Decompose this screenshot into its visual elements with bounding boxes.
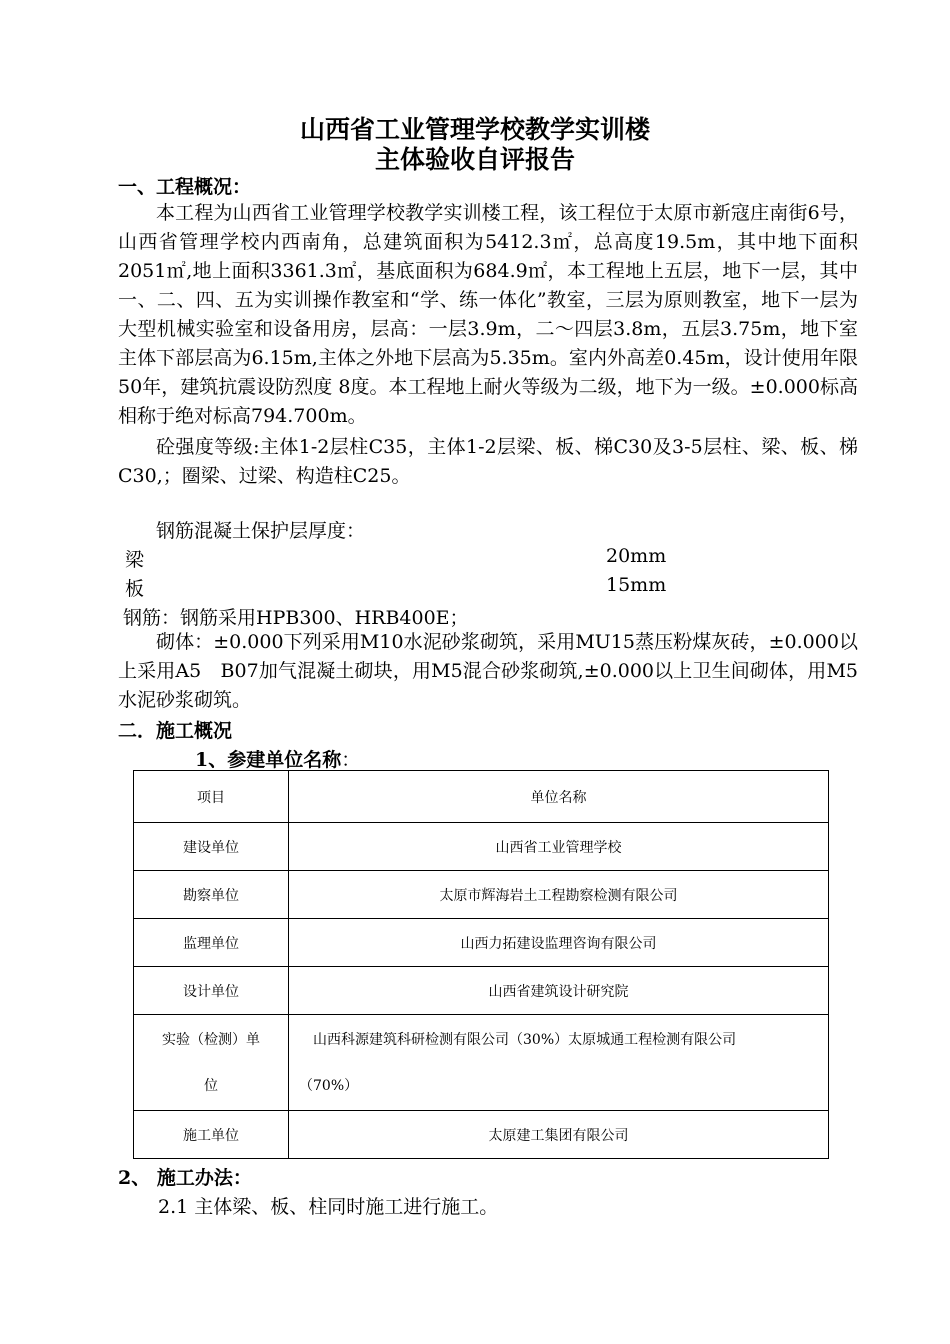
masonry-block	[118, 628, 858, 715]
slab-label: 板	[125, 578, 145, 600]
table-row	[134, 1015, 829, 1111]
table-cell-unit: 山西省工业管理学校	[289, 823, 829, 871]
slab-cover-value: 15mm	[606, 574, 667, 596]
rebar-line: 钢筋：钢筋采用HPB300、HRB400E；	[123, 607, 469, 629]
participants-heading-text: 1、参建单位名称	[195, 749, 342, 771]
lab-unit-name-line2: （70%）	[299, 1077, 359, 1094]
construction-method-item: 2.1 主体梁、板、柱同时施工进行施工。	[158, 1196, 499, 1218]
section1-heading: 一、工程概况：	[118, 176, 252, 198]
table-cell-role: 施工单位	[134, 1111, 289, 1159]
document-title-line2: 主体验收自评报告	[374, 145, 575, 174]
table-row	[134, 1111, 829, 1159]
lab-unit-role-line2: 位	[204, 1077, 218, 1094]
masonry-paragraph: 砌体：±0.000下列采用M10水泥砂浆砌筑，采用MU15蒸压粉煤灰砖，±0.000以上采用A5 B07加气混凝土砌块，用M5混合砂浆砌筑,±0.000以上卫生间砌体，用M5水泥砂浆砌筑。	[118, 631, 858, 711]
beam-cover-value: 20mm	[606, 545, 667, 567]
table-header-unit-name: 单位名称	[289, 771, 829, 823]
table-row	[134, 871, 829, 919]
table-header-row	[134, 771, 829, 823]
lab-unit-role-line1: 实验（检测）单	[162, 1031, 260, 1048]
section2-heading: 二．施工概况	[118, 720, 233, 742]
table-row	[134, 919, 829, 967]
table-cell-unit: 太原建工集团有限公司	[289, 1111, 829, 1159]
table-cell-unit: 山西省建筑设计研究院	[289, 967, 829, 1015]
beam-label: 梁	[125, 549, 145, 571]
participants-table	[133, 770, 829, 1159]
table-cell-role: 建设单位	[134, 823, 289, 871]
table-row	[134, 967, 829, 1015]
table-row	[134, 823, 829, 871]
project-overview-paragraph: 本工程为山西省工业管理学校教学实训楼工程，该工程位于太原市新寇庄南街6号，山西省管理学校内西南角，总建筑面积为5412.3㎡，总高度19.5m，其中地下面积2051㎡,地上面积3361.3㎡，基底面积为684.9㎡，本工程地上五层，地下一层，其中一、二、四、五为实训操作教室和“学、练一体化”教室，三层为原则教室，地下一层为大型机械实验室和设备用房，层高：一层3.9m，二～四层3.8m，五层3.75m，地下室主体下部层高为6.15m,主体之外地下层高为5.35m。室内外高差0.45m，设计使用年限50年，建筑抗震设防烈度 8度。本工程地上耐火等级为二级，地下为一级。±0.000标高相称于绝对标高794.700m。	[118, 202, 858, 427]
participants-heading	[195, 745, 360, 772]
concrete-strength-paragraph: 砼强度等级:主体1-2层柱C35，主体1-2层梁、板、梯C30及3-5层柱、梁、板、梯C30,；圈梁、过梁、构造柱C25。	[118, 436, 858, 487]
construction-method-heading: 2、 施工办法：	[118, 1167, 252, 1189]
lab-unit-name-line1: 山西科源建筑科研检测有限公司（30%）太原城通工程检测有限公司	[313, 1031, 737, 1048]
document-title-line1: 山西省工业管理学校教学实训楼	[299, 115, 650, 144]
cover-thickness-label: 钢筋混凝土保护层厚度：	[156, 520, 366, 542]
table-cell-unit	[289, 1015, 829, 1111]
table-cell-unit: 太原市辉海岩土工程勘察检测有限公司	[289, 871, 829, 919]
table-cell-role: 监理单位	[134, 919, 289, 967]
participants-heading-colon: ：	[341, 749, 361, 771]
table-cell-role: 勘察单位	[134, 871, 289, 919]
table-cell-role: 设计单位	[134, 967, 289, 1015]
table-cell-unit: 山西力拓建设监理咨询有限公司	[289, 919, 829, 967]
table-cell-role	[134, 1015, 289, 1111]
table-header-item: 项目	[134, 771, 289, 823]
section1-body	[118, 199, 858, 491]
